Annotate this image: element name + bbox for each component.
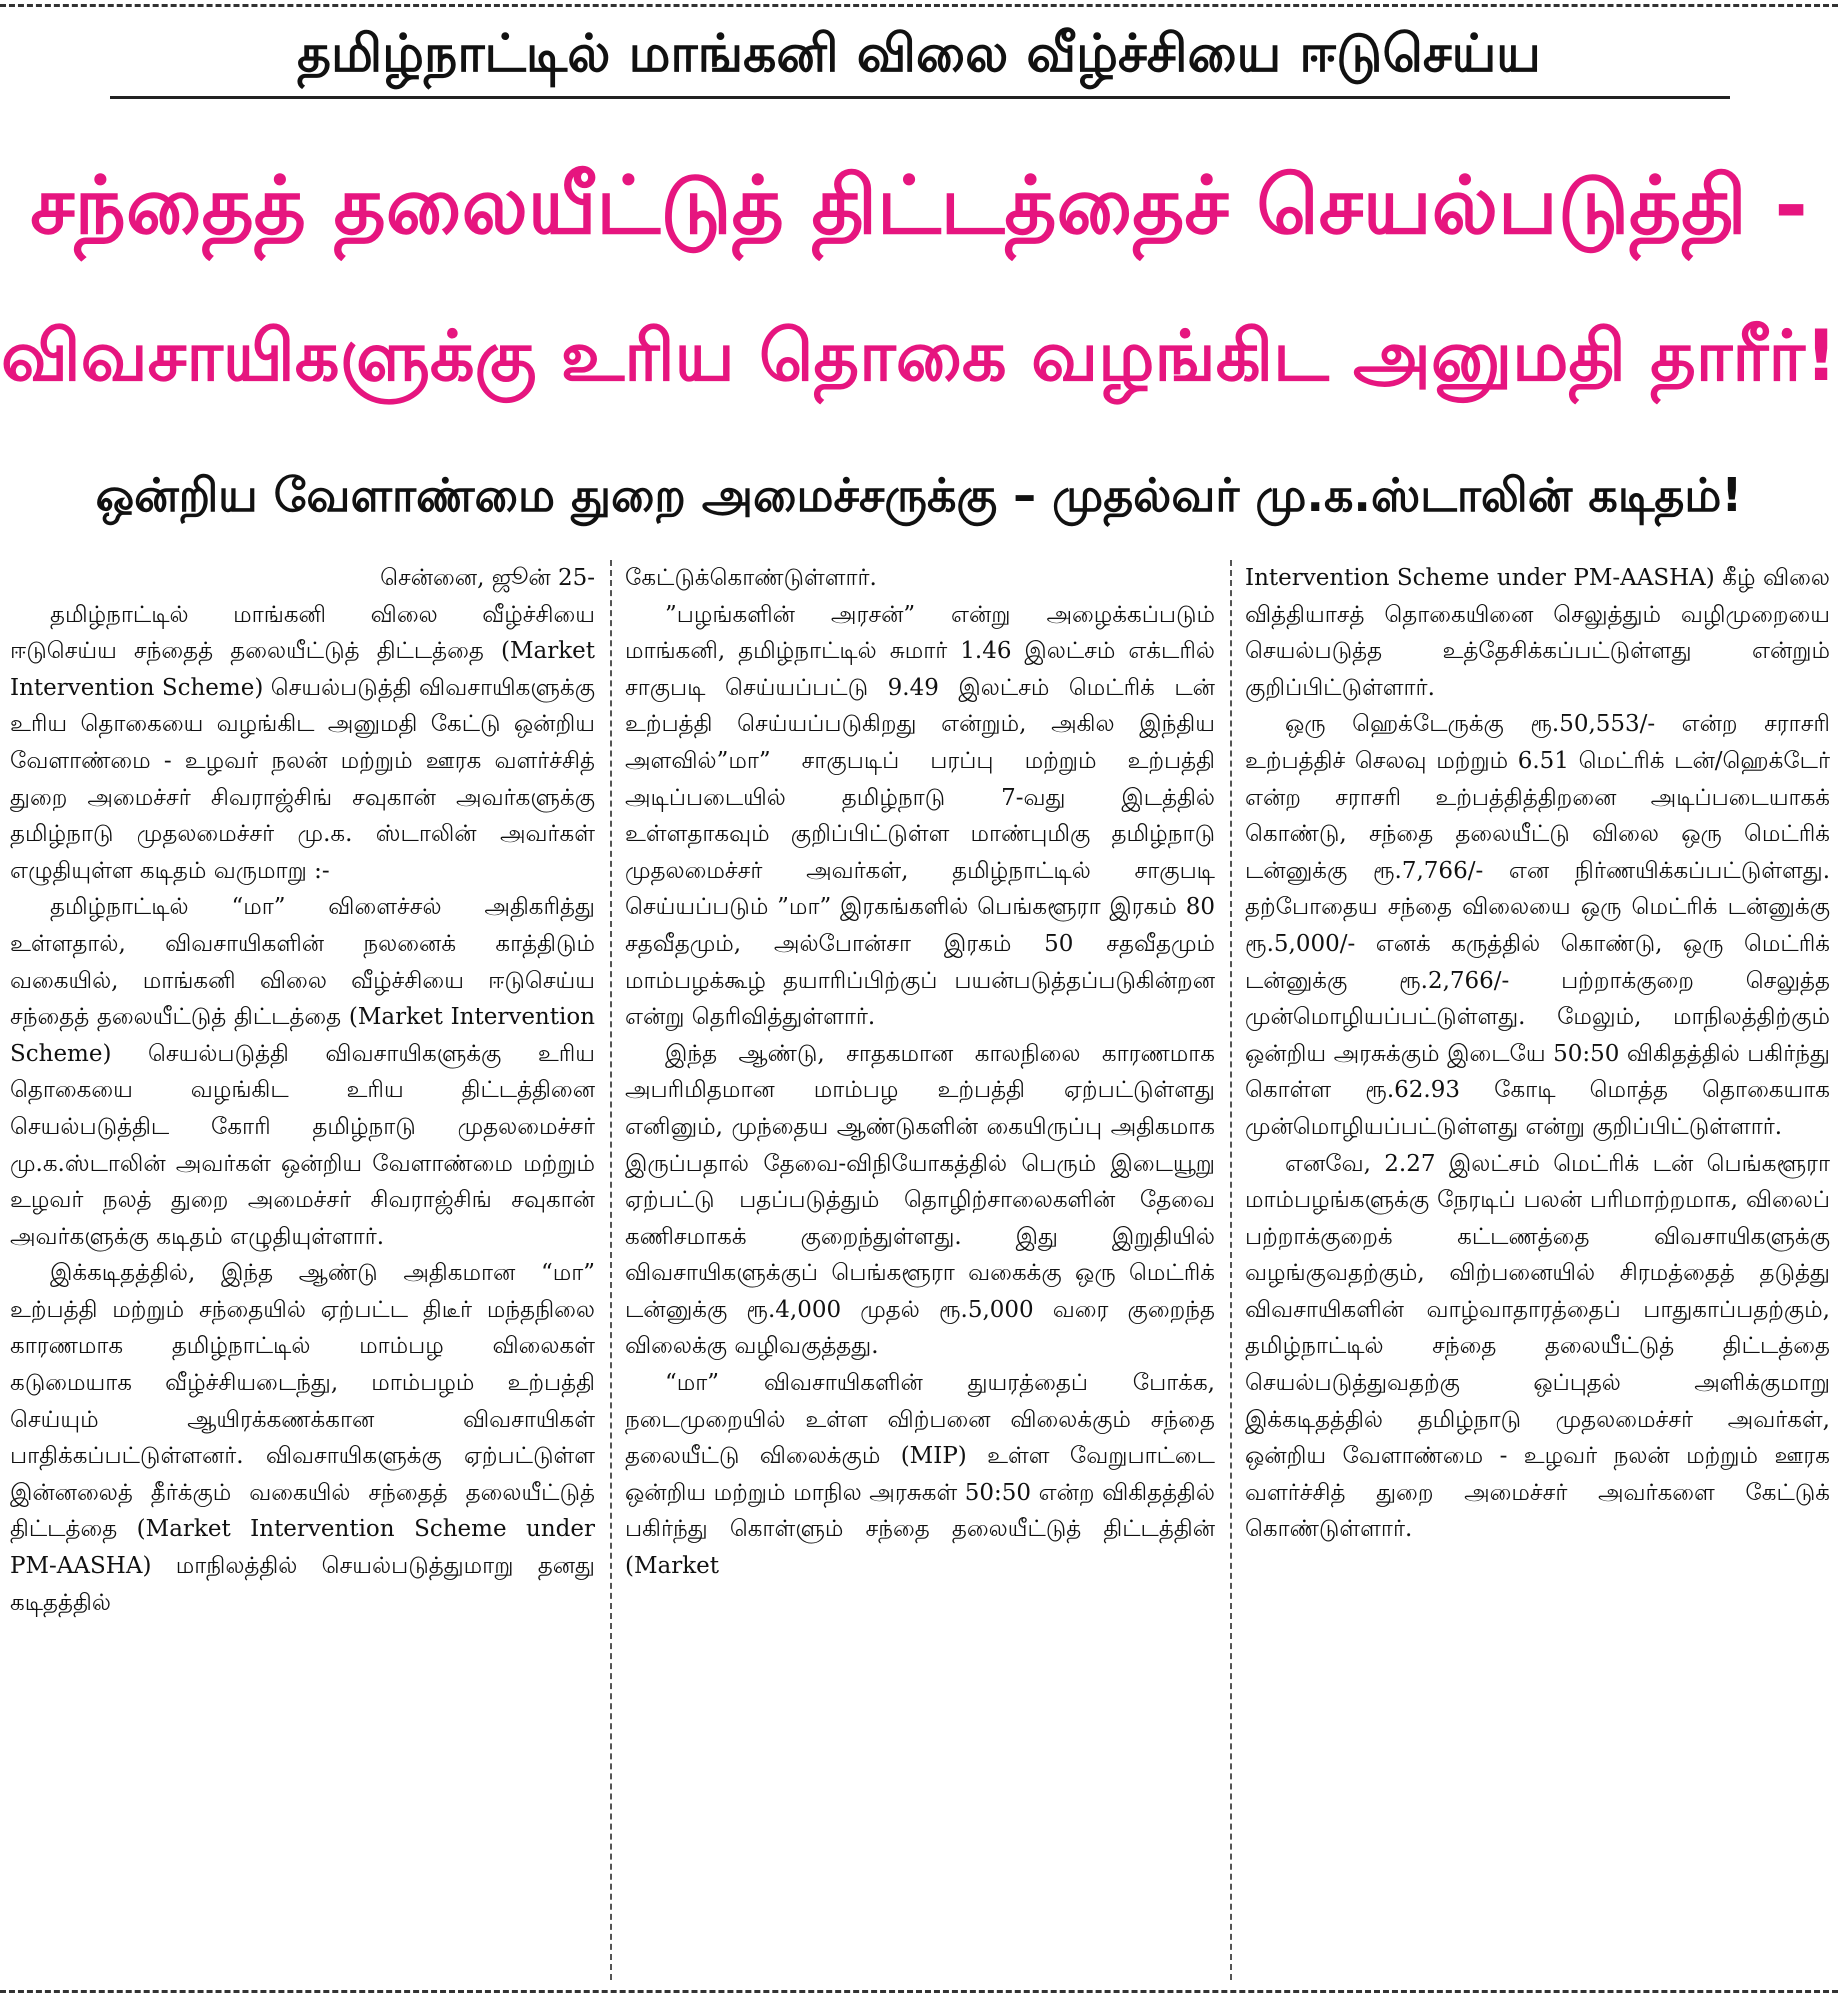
paragraph: ”பழங்களின் அரசன்” என்று அழைக்கப்படும் மாங்கனி, தமிழ்நாட்டில் சுமார் 1.46 இலட்சம் எக்டரில் சாகுபடி செய்யப்பட்டு 9.49 இலட்சம் மெட்ரிக் டன் உற்பத்தி செய்யப்படுகிறது என்றும், அகில இந்திய அளவில்”மா” சாகுபடிப் பரப்பு மற்றும் உற்பத்தி அடிப்படையில் தமிழ்நாடு 7-வது இடத்தில் உள்ளதாகவும் குறிப்பிட்டுள்ள மாண்புமிகு தமிழ்நாடு முதலமைச்சர் அவர்கள், தமிழ்நாட்டில் சாகுபடி செய்யப்படும் ”மா” இரகங்களில் பெங்களூரா இரகம் 80 சதவீதமும், அல்போன்சா இரகம் 50 சதவீதமும் மாம்பழக்கூழ் தயாரிப்பிற்குப் பயன்படுத்தப்படுகின்றன என்று தெரிவித்துள்ளார். — [625, 601, 1215, 1031]
bottom-dashed-border — [0, 1990, 1838, 1993]
subheadline: ஒன்றிய வேளாண்மை துறை அமைச்சருக்கு – முதல்வர் மு.க.ஸ்டாலின் கடிதம்! — [95, 468, 1743, 522]
dateline: சென்னை, ஜூன் 25- — [380, 565, 595, 591]
kicker-heading: தமிழ்நாட்டில் மாங்கனி விலை வீழ்ச்சியை ஈடுசெய்ய — [297, 24, 1541, 84]
kicker-underline — [110, 96, 1730, 99]
article-column-2 — [625, 560, 1215, 1980]
headline-line-1: சந்தைத் தலையீட்டுத் திட்டத்தைச் செயல்படுத்தி - — [30, 159, 1808, 252]
column-divider — [610, 560, 612, 1980]
paragraph: கேட்டுக்கொண்டுள்ளார். — [625, 565, 877, 591]
top-dashed-border — [0, 4, 1838, 7]
paragraph: தமிழ்நாட்டில் “மா” விளைச்சல் அதிகரித்து உள்ளதால், விவசாயிகளின் நலனைக் காத்திடும் வகையில், மாங்கனி விலை வீழ்ச்சியை ஈடுசெய்ய சந்தைத் தலையீட்டுத் திட்டத்தை (Market Intervention Scheme) செயல்படுத்தி விவசாயிகளுக்கு உரிய தொகையை வழங்கிட உரிய திட்டத்தினை செயல்படுத்திட கோரி தமிழ்நாடு முதலமைச்சர் மு.க.ஸ்டாலின் அவர்கள் ஒன்றிய வேளாண்மை மற்றும் உழவர் நலத் துறை அமைச்சர் சிவராஜ்சிங் சவுகான் அவர்களுக்கு கடிதம் எழுதியுள்ளார். — [10, 894, 595, 1250]
headline-line-2: விவசாயிகளுக்கு உரிய தொகை வழங்கிட அனுமதி தாரீர்! — [0, 315, 1838, 397]
paragraph: “மா” விவசாயிகளின் துயரத்தைப் போக்க, நடைமுறையில் உள்ள விற்பனை விலைக்கும் சந்தை தலையீட்டு விலைக்கும் (MIP) உள்ள வேறுபாட்டை ஒன்றிய மற்றும் மாநில அரசுகள் 50:50 என்ற விகிதத்தில் பகிர்ந்து கொள்ளும் சந்தை தலையீட்டுத் திட்டத்தின் (Market — [625, 1370, 1215, 1580]
paragraph: ஒரு ஹெக்டேருக்கு ரூ.50,553/- என்ற சராசரி உற்பத்திச் செலவு மற்றும் 6.51 மெட்ரிக் டன்/ஹெக்டேர் என்ற சராசரி உற்பத்தித்திறனை அடிப்படையாகக் கொண்டு, சந்தை தலையீட்டு விலை ஒரு மெட்ரிக் டன்னுக்கு ரூ.7,766/- என நிர்ணயிக்கப்பட்டுள்ளது. தற்போதைய சந்தை விலையை ஒரு மெட்ரிக் டன்னுக்கு ரூ.5,000/- எனக் கருத்தில் கொண்டு, ஒரு மெட்ரிக் டன்னுக்கு ரூ.2,766/- பற்றாக்குறை செலுத்த முன்மொழியப்பட்டுள்ளது. மேலும், மாநிலத்திற்கும் ஒன்றிய அரசுக்கும் இடையே 50:50 விகிதத்தில் பகிர்ந்து கொள்ள ரூ.62.93 கோடி மொத்த தொகையாக முன்மொழியப்பட்டுள்ளது என்று குறிப்பிட்டுள்ளார். — [1245, 711, 1830, 1140]
paragraph: தமிழ்நாட்டில் மாங்கனி விலை வீழ்ச்சியை ஈடுசெய்ய சந்தைத் தலையீட்டுத் திட்டத்தை (Market Intervention Scheme) செயல்படுத்தி விவசாயிகளுக்கு உரிய தொகையை வழங்கிட அனுமதி கேட்டு ஒன்றிய வேளாண்மை - உழவர் நலன் மற்றும் ஊரக வளர்ச்சித் துறை அமைச்சர் சிவராஜ்சிங் சவுகான் அவர்களுக்கு தமிழ்நாடு முதலமைச்சர் மு.க. ஸ்டாலின் அவர்கள் எழுதியுள்ள கடிதம் வருமாறு :- — [10, 601, 595, 884]
paragraph: இந்த ஆண்டு, சாதகமான காலநிலை காரணமாக அபரிமிதமான மாம்பழ உற்பத்தி ஏற்பட்டுள்ளது எனினும், முந்தைய ஆண்டுகளின் கையிருப்பு அதிகமாக இருப்பதால் தேவை-விநியோகத்தில் பெரும் இடையூறு ஏற்பட்டு பதப்படுத்தும் தொழிற்சாலைகளின் தேவை கணிசமாகக் குறைந்துள்ளது. இது இறுதியில் விவசாயிகளுக்குப் பெங்களூரா வகைக்கு ஒரு மெட்ரிக் டன்னுக்கு ரூ.4,000 முதல் ரூ.5,000 வரை குறைந்த விலைக்கு வழிவகுத்தது. — [625, 1040, 1215, 1360]
paragraph: இக்கடிதத்தில், இந்த ஆண்டு அதிகமான “மா” உற்பத்தி மற்றும் சந்தையில் ஏற்பட்ட திடீர் மந்தநிலை காரணமாக தமிழ்நாட்டில் மாம்பழ விலைகள் கடுமையாக வீழ்ச்சியடைந்து, மாம்பழம் உற்பத்தி செய்யும் ஆயிரக்கணக்கான விவசாயிகள் பாதிக்கப்பட்டுள்ளனர். விவசாயிகளுக்கு ஏற்பட்டுள்ள இன்னலைத் தீர்க்கும் வகையில் சந்தைத் தலையீட்டுத் திட்டத்தை (Market Intervention Scheme under PM-AASHA) மாநிலத்தில் செயல்படுத்துமாறு தனது கடிதத்தில் — [10, 1260, 595, 1616]
paragraph: எனவே, 2.27 இலட்சம் மெட்ரிக் டன் பெங்களூரா மாம்பழங்களுக்கு நேரடிப் பலன் பரிமாற்றமாக, விலைப் பற்றாக்குறைக் கட்டணத்தை விவசாயிகளுக்கு வழங்குவதற்கும், விற்பனையில் சிரமத்தைத் தடுத்து விவசாயிகளின் வாழ்வாதாரத்தைப் பாதுகாப்பதற்கும், தமிழ்நாட்டில் சந்தை தலையீட்டுத் திட்டத்தை செயல்படுத்துவதற்கு ஒப்புதல் அளிக்குமாறு இக்கடிதத்தில் தமிழ்நாடு முதலமைச்சர் அவர்கள், ஒன்றிய வேளாண்மை - உழவர் நலன் மற்றும் ஊரக வளர்ச்சித் துறை அமைச்சர் அவர்களை கேட்டுக் கொண்டுள்ளார். — [1245, 1150, 1830, 1543]
paragraph: Intervention Scheme under PM-AASHA) கீழ் விலை வித்தியாசத் தொகையினை செலுத்தும் வழிமுறையை செயல்படுத்த உத்தேசிக்கப்பட்டுள்ளது என்றும் குறிப்பிட்டுள்ளார். — [1245, 565, 1830, 701]
article-column-3 — [1245, 560, 1830, 1980]
article-column-1 — [10, 560, 595, 1980]
column-divider — [1230, 560, 1232, 1980]
